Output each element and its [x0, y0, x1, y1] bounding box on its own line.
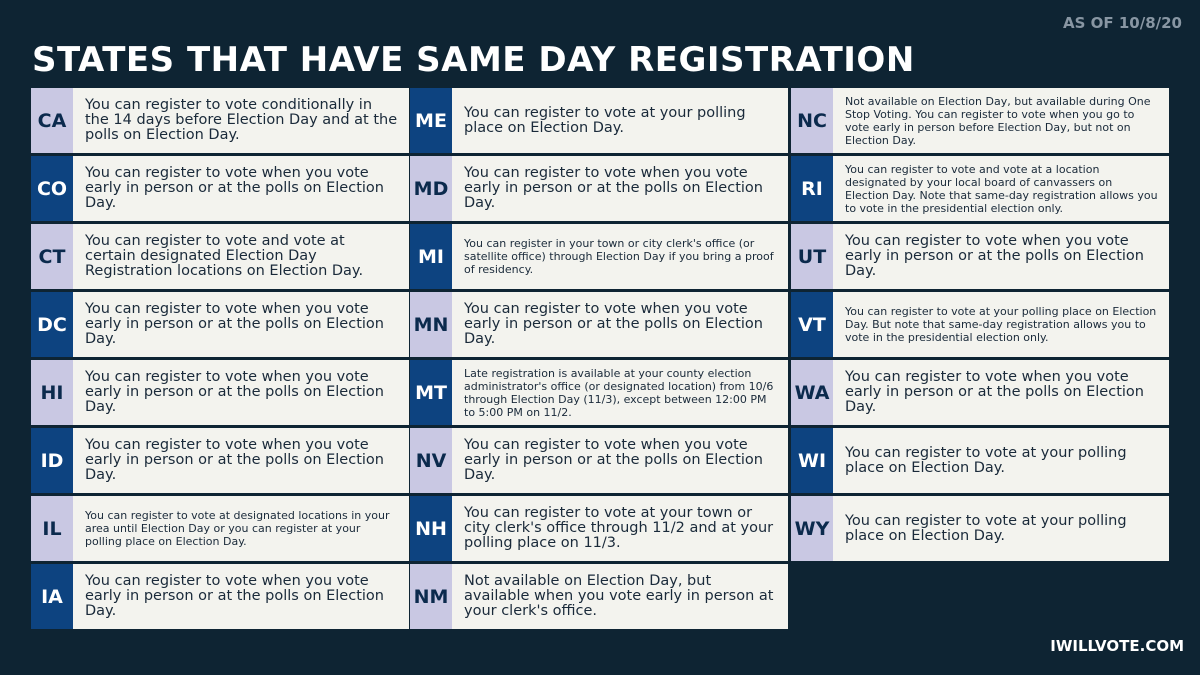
state-description: Not available on Election Day, but available when you vote early in person at your clerk's office.	[452, 564, 788, 629]
state-description: You can register to vote when you vote early in person or at the polls on Election Day.	[833, 360, 1169, 425]
state-description: You can register in your town or city clerk's office (or satellite office) through Election Day if you bring a proof of residency.	[452, 224, 788, 289]
state-description: You can register to vote at your polling place on Election Day.	[452, 88, 788, 153]
state-column-3	[791, 88, 1169, 564]
as-of-date: AS OF 10/8/20	[1063, 14, 1182, 32]
state-row-wi	[791, 428, 1169, 493]
state-description: You can register to vote when you vote early in person or at the polls on Election Day.	[452, 428, 788, 493]
state-row-wy	[791, 496, 1169, 561]
state-description: You can register to vote at your town or city clerk's office through 11/2 and at your polling place on 11/3.	[452, 496, 788, 561]
state-row-vt	[791, 292, 1169, 357]
state-row-nh	[410, 496, 788, 561]
state-row-ca	[31, 88, 409, 153]
state-description: You can register to vote at your polling place on Election Day. But note that same-day registration allows you to vote in the presidential election only.	[833, 292, 1169, 357]
state-description: Not available on Election Day, but available during One Stop Voting. You can register to vote when you go to vote early in person before Election Day, but not on Election Day.	[833, 88, 1169, 153]
state-abbr: ID	[31, 428, 73, 493]
state-description: You can register to vote and vote at certain designated Election Day Registration locations on Election Day.	[73, 224, 409, 289]
state-description: You can register to vote and vote at a location designated by your local board of canvassers on Election Day. Note that same-day registration allows you to vote in the presidential election only.	[833, 156, 1169, 221]
state-abbr: IL	[31, 496, 73, 561]
state-abbr: MN	[410, 292, 452, 357]
state-row-nv	[410, 428, 788, 493]
state-description: You can register to vote when you vote early in person or at the polls on Election Day.	[452, 292, 788, 357]
state-row-me	[410, 88, 788, 153]
state-row-mn	[410, 292, 788, 357]
state-abbr: MD	[410, 156, 452, 221]
state-abbr: MT	[410, 360, 452, 425]
state-row-ia	[31, 564, 409, 629]
state-abbr: UT	[791, 224, 833, 289]
state-description: You can register to vote when you vote early in person or at the polls on Election Day.	[73, 156, 409, 221]
state-row-hi	[31, 360, 409, 425]
state-description: You can register to vote when you vote early in person or at the polls on Election Day.	[452, 156, 788, 221]
state-description: You can register to vote when you vote early in person or at the polls on Election Day.	[73, 564, 409, 629]
footer-site: IWILLVOTE.COM	[1050, 637, 1184, 655]
state-row-id	[31, 428, 409, 493]
state-abbr: HI	[31, 360, 73, 425]
state-description: You can register to vote at your polling place on Election Day.	[833, 428, 1169, 493]
state-description: You can register to vote when you vote early in person or at the polls on Election Day.	[73, 360, 409, 425]
state-description: You can register to vote at your polling place on Election Day.	[833, 496, 1169, 561]
state-description: You can register to vote when you vote early in person or at the polls on Election Day.	[73, 428, 409, 493]
state-row-ut	[791, 224, 1169, 289]
state-row-ri	[791, 156, 1169, 221]
state-row-nc	[791, 88, 1169, 153]
state-abbr: CA	[31, 88, 73, 153]
state-description: You can register to vote conditionally in the 14 days before Election Day and at the polls on Election Day.	[73, 88, 409, 153]
state-abbr: RI	[791, 156, 833, 221]
state-row-ct	[31, 224, 409, 289]
state-abbr: CT	[31, 224, 73, 289]
state-row-il	[31, 496, 409, 561]
state-row-dc	[31, 292, 409, 357]
state-row-co	[31, 156, 409, 221]
state-abbr: DC	[31, 292, 73, 357]
state-column-1	[31, 88, 409, 632]
state-abbr: WI	[791, 428, 833, 493]
state-row-md	[410, 156, 788, 221]
state-abbr: NM	[410, 564, 452, 629]
state-description: Late registration is available at your county election administrator's office (or designated location) from 10/6 through Election Day (11/3), except between 12:00 PM to 5:00 PM on 11/2.	[452, 360, 788, 425]
state-abbr: WA	[791, 360, 833, 425]
state-column-2	[410, 88, 788, 632]
state-abbr: CO	[31, 156, 73, 221]
state-description: You can register to vote when you vote early in person or at the polls on Election Day.	[833, 224, 1169, 289]
state-abbr: ME	[410, 88, 452, 153]
state-abbr: IA	[31, 564, 73, 629]
page-title: STATES THAT HAVE SAME DAY REGISTRATION	[32, 40, 915, 80]
state-row-mi	[410, 224, 788, 289]
state-description: You can register to vote when you vote early in person or at the polls on Election Day.	[73, 292, 409, 357]
state-row-mt	[410, 360, 788, 425]
state-abbr: NV	[410, 428, 452, 493]
state-row-wa	[791, 360, 1169, 425]
state-abbr: VT	[791, 292, 833, 357]
state-abbr: NC	[791, 88, 833, 153]
state-description: You can register to vote at designated locations in your area until Election Day or you can register at your polling place on Election Day.	[73, 496, 409, 561]
state-abbr: WY	[791, 496, 833, 561]
state-row-nm	[410, 564, 788, 629]
state-abbr: NH	[410, 496, 452, 561]
state-abbr: MI	[410, 224, 452, 289]
